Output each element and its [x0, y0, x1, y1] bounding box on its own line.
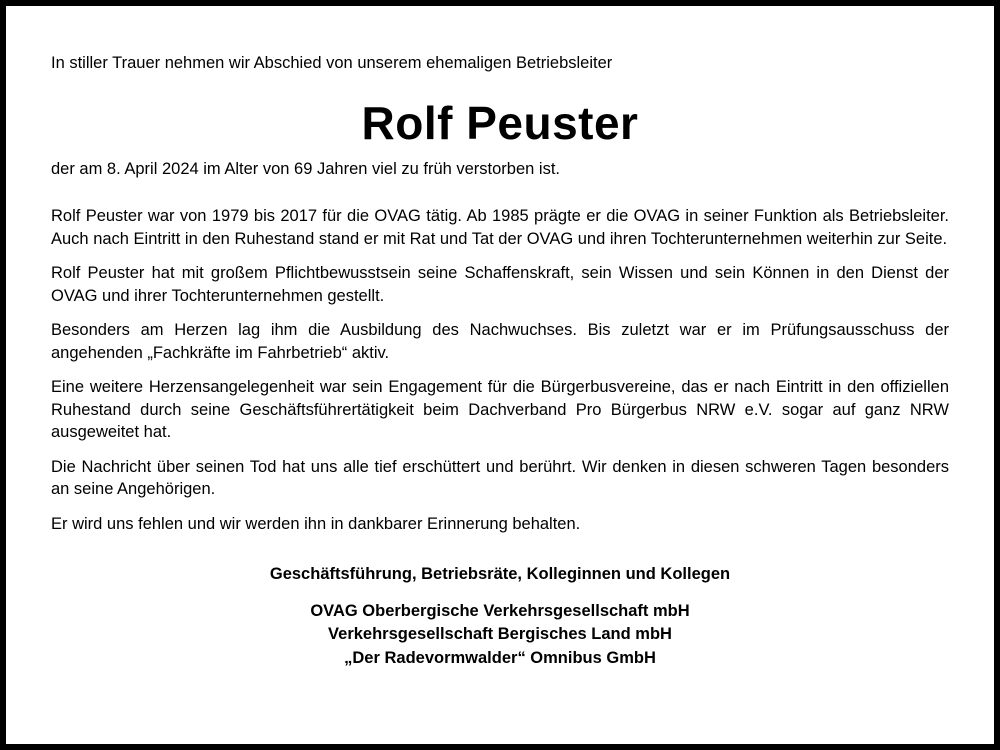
company-list [51, 600, 949, 671]
paragraph-buergerbus: Eine weitere Herzensangelegenheit war sein Engagement für die Bürgerbusvereine, das er nach Eintritt in den offiziellen Ruhestand durch seine Geschäftsführertätigkeit beim Dachverband Pro Bürgerbus NRW e.V. sogar auf ganz NRW ausgeweitet hat. [51, 378, 949, 441]
company-name: OVAG Oberbergische Verkehrsgesellschaft mbH [310, 601, 690, 620]
deceased-name: Rolf Peuster [361, 97, 639, 149]
obituary-notice [51, 52, 949, 670]
paragraph-training: Besonders am Herzen lag ihm die Ausbildung des Nachwuchses. Bis zuletzt war er im Prüfungsausschuss der angehenden „Fachkräfte im Fahrbetrieb“ aktiv. [51, 321, 949, 362]
paragraph-career: Rolf Peuster war von 1979 bis 2017 für die OVAG tätig. Ab 1985 prägte er die OVAG in seiner Funktion als Betriebsleiter. Auch nach Eintritt in den Ruhestand stand er mit Rat und Tat der OVAG und ihren Tochterunternehmen weiterhin zur Seite. [51, 207, 949, 248]
death-date-text: der am 8. April 2024 im Alter von 69 Jahren viel zu früh verstorben ist. [51, 160, 561, 178]
paragraph-condolence: Die Nachricht über seinen Tod hat uns alle tief erschüttert und berührt. Wir denken in diesen schweren Tagen besonders an seine Angehörigen. [51, 457, 949, 498]
company-name: „Der Radevormwalder“ Omnibus GmbH [344, 648, 656, 667]
paragraph-remembrance: Er wird uns fehlen und wir werden ihn in dankbarer Erinnerung behalten. [51, 514, 581, 533]
intro-text: In stiller Trauer nehmen wir Abschied von unserem ehemaligen Betriebsleiter [51, 54, 613, 72]
signature-line: Geschäftsführung, Betriebsräte, Kolleginnen und Kollegen [269, 565, 731, 583]
company-name: Verkehrsgesellschaft Bergisches Land mbH [328, 625, 672, 643]
paragraph-dedication: Rolf Peuster hat mit großem Pflichtbewusstsein seine Schaffenskraft, sein Wissen und sein Können in den Dienst der OVAG und ihrer Tochterunternehmen gestellt. [51, 264, 949, 305]
